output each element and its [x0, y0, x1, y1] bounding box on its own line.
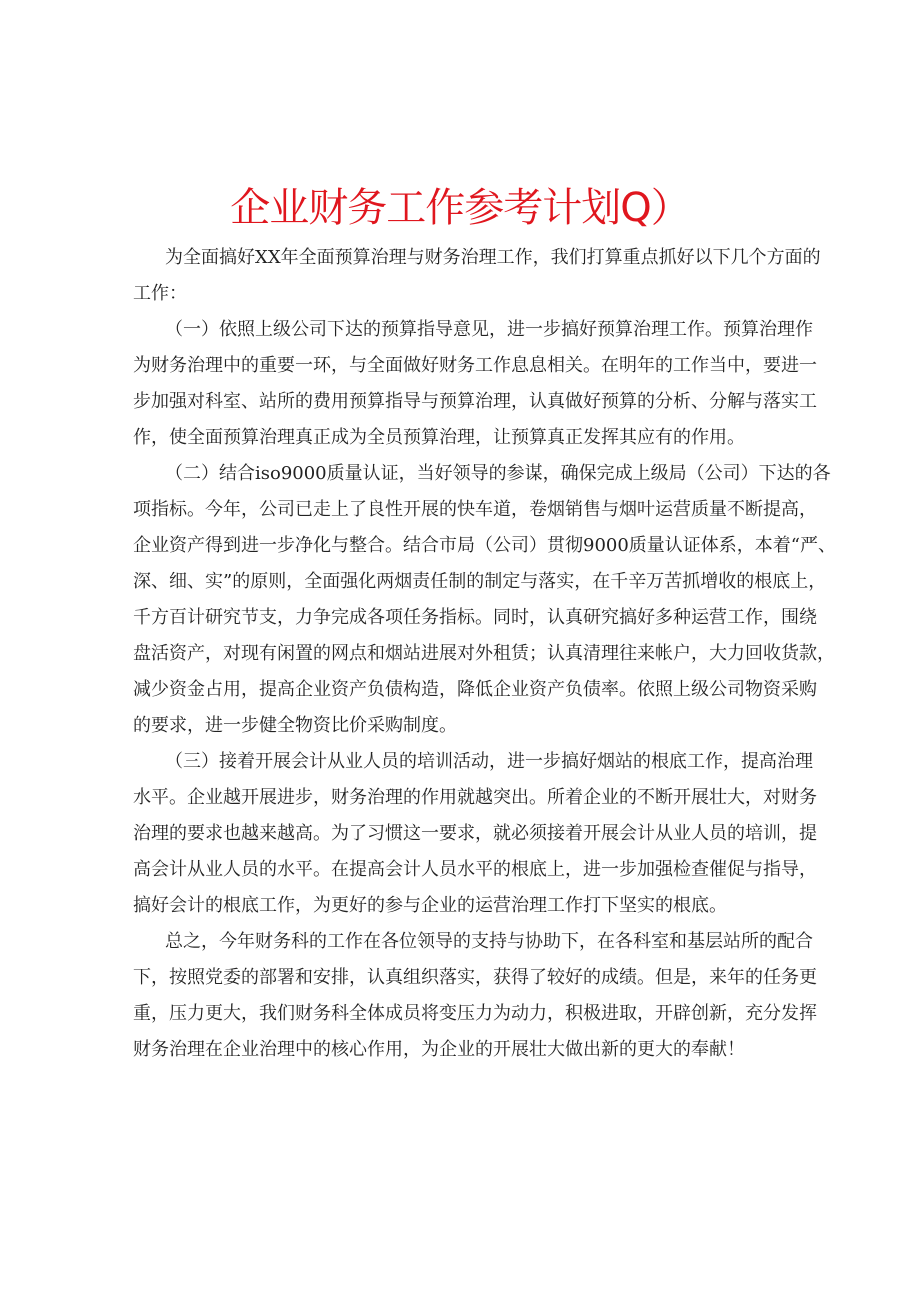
paragraph [133, 744, 817, 924]
paragraph [133, 240, 821, 312]
text-line: 盘活资产，对现有闲置的网点和烟站进展对外租赁；认真清理往来帐户，大力回收货款， [133, 643, 835, 664]
text-line: 财务治理在企业治理中的核心作用，为企业的开展壮大做出新的更大的奉献！ [133, 1039, 745, 1060]
text-line: 的要求，进一步健全物资比价采购制度。 [133, 715, 457, 736]
text-line: 减少资金占用，提高企业资产负债构造，降低企业资产负债率。依照上级公司物资采购 [133, 679, 817, 700]
document-title: 企业财务工作参考计划Q） [230, 185, 690, 231]
text-line: （一）依照上级公司下达的预算指导意见，进一步搞好预算治理工作。预算治理作 [165, 319, 813, 340]
text-line: （三）接着开展会计从业人员的培训活动，进一步搞好烟站的根底工作，提高治理 [165, 751, 813, 772]
text-line: 治理的要求也越来越高。为了习惯这一要求，就必须接着开展会计从业人员的培训，提 [133, 823, 817, 844]
text-line: 搞好会计的根底工作，为更好的参与企业的运营治理工作打下坚实的根底。 [133, 895, 727, 916]
text-line: 为全面搞好XX年全面预算治理与财务治理工作，我们打算重点抓好以下几个方面的 [165, 247, 821, 268]
text-line: 企业资产得到进一步净化与整合。结合市局（公司）贯彻9000质量认证体系，本着“严、 [133, 535, 837, 556]
paragraph [133, 456, 837, 744]
text-line: 作，使全面预算治理真正成为全员预算治理，让预算真正发挥其应有的作用。 [133, 427, 745, 448]
text-line: 千方百计研究节支，力争完成各项任务指标。同时，认真研究搞好多种运营工作，围绕 [133, 607, 817, 628]
text-line: （二）结合iso9000质量认证，当好领导的参谋，确保完成上级局（公司）下达的各 [165, 463, 831, 484]
text-line: 下，按照党委的部署和安排，认真组织落实，获得了较好的成绩。但是，来年的任务更 [133, 967, 817, 988]
text-line: 深、细、实”的原则，全面强化两烟责任制的制定与落实，在千辛万苦抓增收的根底上， [133, 571, 827, 592]
paragraph [133, 924, 817, 1068]
text-line: 重，压力更大，我们财务科全体成员将变压力为动力，积极进取，开辟创新，充分发挥 [133, 1003, 817, 1024]
text-line: 项指标。今年，公司已走上了良性开展的快车道，卷烟销售与烟叶运营质量不断提高， [133, 499, 817, 520]
document-body [133, 240, 837, 1068]
text-line: 水平。企业越开展进步，财务治理的作用就越突出。所着企业的不断开展壮大，对财务 [133, 787, 817, 808]
text-line: 总之，今年财务科的工作在各位领导的支持与协助下，在各科室和基层站所的配合 [165, 931, 813, 952]
text-line: 工作： [133, 283, 187, 304]
paragraph [133, 312, 817, 456]
text-line: 步加强对科室、站所的费用预算指导与预算治理，认真做好预算的分析、分解与落实工 [133, 391, 817, 412]
text-line: 高会计从业人员的水平。在提高会计人员水平的根底上，进一步加强检查催促与指导， [133, 859, 817, 880]
text-line: 为财务治理中的重要一环，与全面做好财务工作息息相关。在明年的工作当中，要进一 [133, 355, 817, 376]
